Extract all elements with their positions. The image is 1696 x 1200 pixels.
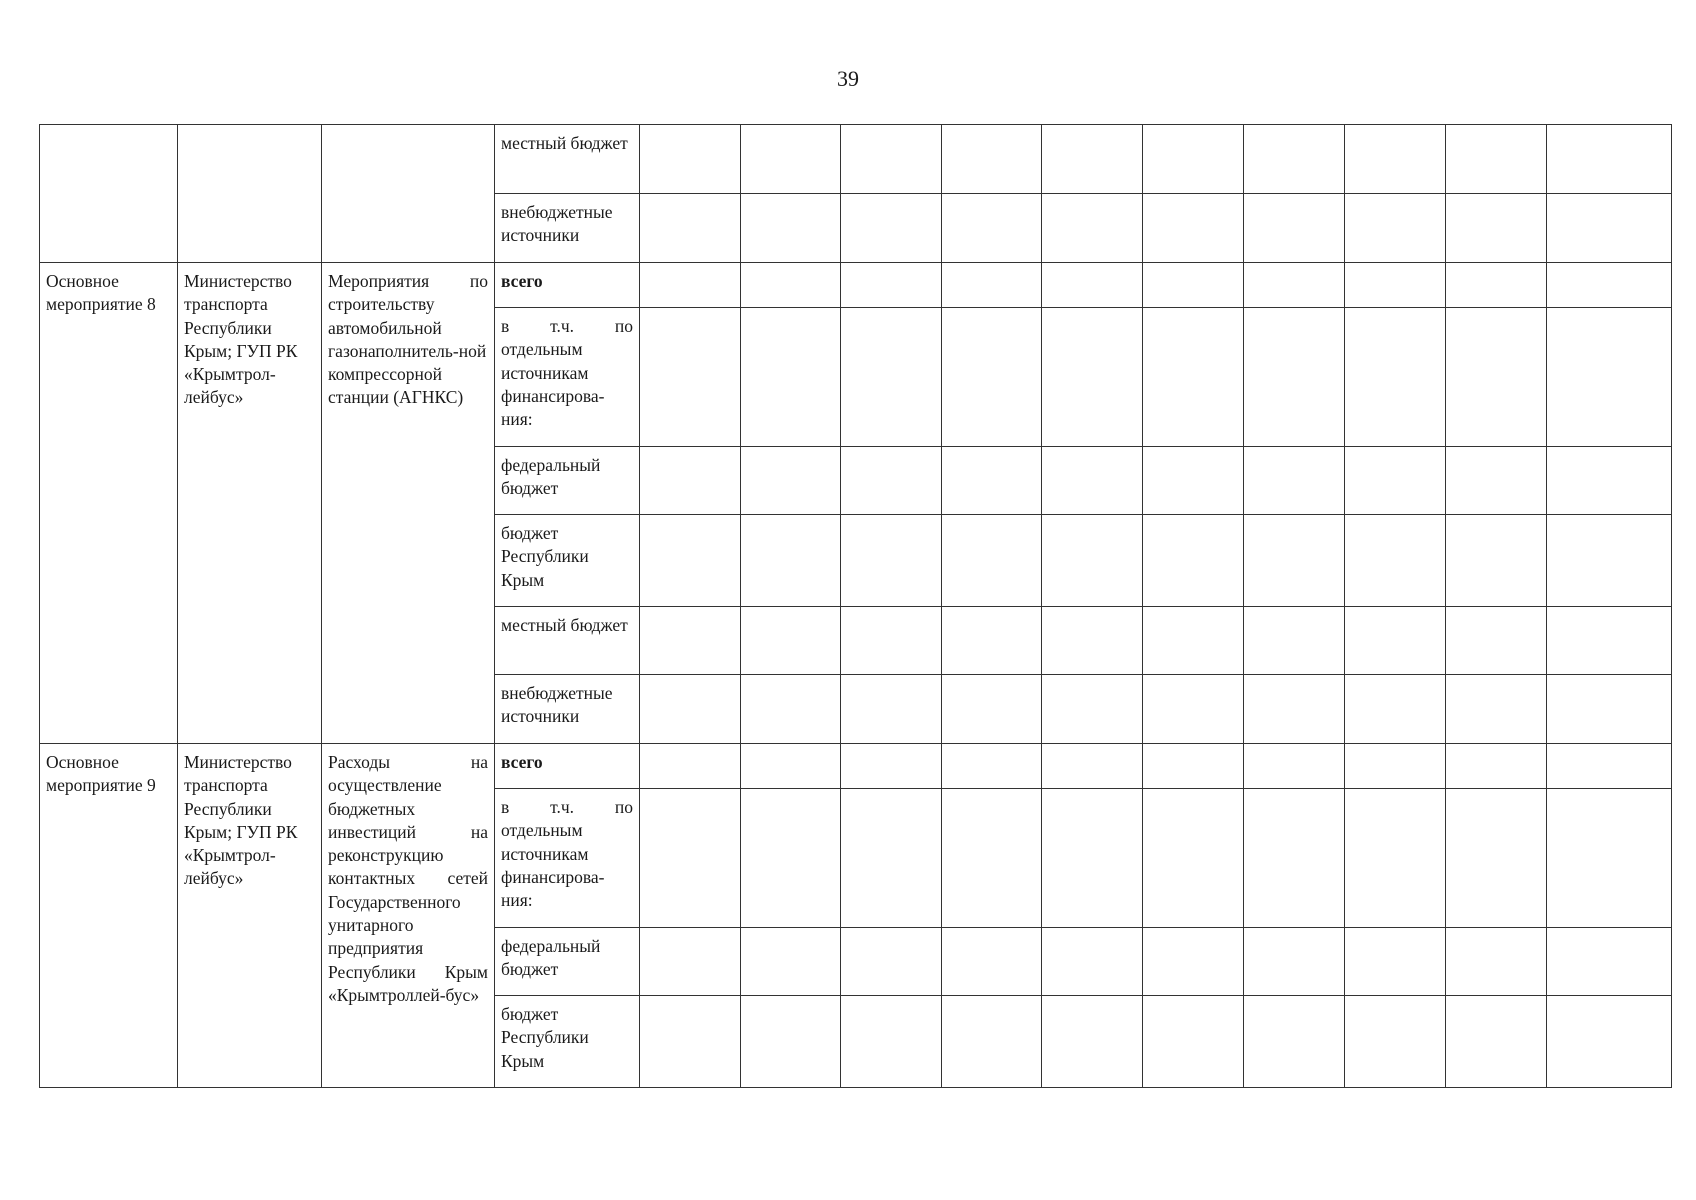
value-cell: [640, 308, 741, 447]
value-cell: [942, 125, 1042, 194]
table-row: [40, 263, 1672, 308]
value-cell: [1446, 308, 1547, 447]
value-cell: [1143, 607, 1244, 675]
page-number: 39: [837, 66, 859, 91]
value-cell: [1042, 194, 1143, 263]
value-cell: [841, 263, 942, 308]
value-cell: [942, 194, 1042, 263]
value-cell: [1244, 515, 1345, 607]
source-local-budget: местный бюджет: [495, 125, 640, 194]
source-federal-budget: федеральный бюджет: [495, 928, 640, 996]
value-cell: [841, 675, 942, 744]
value-cell: [942, 263, 1042, 308]
value-cell: [841, 789, 942, 928]
value-cell: [942, 744, 1042, 789]
value-cell: [741, 996, 841, 1088]
value-cell: [1345, 125, 1446, 194]
value-cell: [1547, 308, 1672, 447]
value-cell: [1143, 996, 1244, 1088]
value-cell: [1244, 789, 1345, 928]
value-cell: [741, 607, 841, 675]
value-cell: [1446, 744, 1547, 789]
value-cell: [741, 263, 841, 308]
value-cell: [1345, 447, 1446, 515]
value-cell: [1143, 447, 1244, 515]
value-cell: [741, 194, 841, 263]
source-federal-budget: федеральный бюджет: [495, 447, 640, 515]
value-cell: [1547, 263, 1672, 308]
value-cell: [1244, 194, 1345, 263]
table-row: [40, 744, 1672, 789]
value-cell: [1345, 996, 1446, 1088]
value-cell: [942, 789, 1042, 928]
value-cell: [1244, 675, 1345, 744]
activity-8-executor: Министерство транспорта Республики Крым; ГУП РК «Крымтрол-лейбус»: [178, 263, 322, 744]
value-cell: [1345, 789, 1446, 928]
value-cell: [942, 607, 1042, 675]
value-cell: [640, 928, 741, 996]
value-cell: [1345, 263, 1446, 308]
value-cell: [741, 744, 841, 789]
value-cell: [1345, 308, 1446, 447]
value-cell: [1446, 194, 1547, 263]
source-including: в т.ч. по отдельным источникам финансирова-ния:: [495, 308, 640, 447]
value-cell: [1446, 928, 1547, 996]
source-offbudget: внебюджетные источники: [495, 675, 640, 744]
value-cell: [741, 928, 841, 996]
value-cell: [1143, 308, 1244, 447]
value-cell: [942, 928, 1042, 996]
value-cell: [1547, 675, 1672, 744]
source-including: в т.ч. по отдельным источникам финансирова-ния:: [495, 789, 640, 928]
value-cell: [1446, 263, 1547, 308]
value-cell: [1345, 928, 1446, 996]
value-cell: [741, 308, 841, 447]
activity-8-label: Основное мероприятие 8: [40, 263, 178, 744]
value-cell: [1143, 675, 1244, 744]
value-cell: [741, 447, 841, 515]
value-cell: [640, 675, 741, 744]
value-cell: [1345, 744, 1446, 789]
value-cell: [1345, 194, 1446, 263]
source-total: всего: [495, 263, 640, 308]
value-cell: [841, 194, 942, 263]
source-offbudget: внебюджетные источники: [495, 194, 640, 263]
value-cell: [1547, 607, 1672, 675]
value-cell: [1244, 263, 1345, 308]
value-cell: [1143, 125, 1244, 194]
value-cell: [1446, 125, 1547, 194]
value-cell: [1143, 928, 1244, 996]
executor-cell: [178, 125, 322, 263]
value-cell: [942, 447, 1042, 515]
value-cell: [1042, 515, 1143, 607]
value-cell: [1446, 789, 1547, 928]
value-cell: [1244, 996, 1345, 1088]
value-cell: [1143, 789, 1244, 928]
source-republic-budget: бюджет Республики Крым: [495, 996, 640, 1088]
value-cell: [1244, 607, 1345, 675]
value-cell: [1042, 607, 1143, 675]
value-cell: [1244, 928, 1345, 996]
value-cell: [741, 675, 841, 744]
value-cell: [1042, 928, 1143, 996]
value-cell: [1446, 996, 1547, 1088]
value-cell: [1345, 675, 1446, 744]
value-cell: [640, 263, 741, 308]
activity-9-label: Основное мероприятие 9: [40, 744, 178, 1088]
value-cell: [1345, 515, 1446, 607]
value-cell: [1446, 447, 1547, 515]
source-local-budget: местный бюджет: [495, 607, 640, 675]
source-republic-budget: бюджет Республики Крым: [495, 515, 640, 607]
value-cell: [841, 125, 942, 194]
value-cell: [640, 515, 741, 607]
value-cell: [741, 125, 841, 194]
value-cell: [640, 125, 741, 194]
value-cell: [1446, 675, 1547, 744]
value-cell: [1547, 515, 1672, 607]
value-cell: [841, 996, 942, 1088]
value-cell: [841, 308, 942, 447]
activity-9-executor: Министерство транспорта Республики Крым; ГУП РК «Крымтрол-лейбус»: [178, 744, 322, 1088]
financing-table: [39, 124, 1672, 1088]
value-cell: [942, 515, 1042, 607]
activity-cell: [40, 125, 178, 263]
value-cell: [841, 744, 942, 789]
value-cell: [1547, 194, 1672, 263]
activity-9-description: Расходы на осуществление бюджетных инвестиций на реконструкцию контактных сетей Государственного унитарного предприятия Республики Крым «Крымтроллей-бус»: [322, 744, 495, 1088]
value-cell: [841, 607, 942, 675]
activity-8-description: Мероприятия по строительству автомобильной газонаполнитель-ной компрессорной станции (АГНКС): [322, 263, 495, 744]
value-cell: [1547, 125, 1672, 194]
description-cell: [322, 125, 495, 263]
value-cell: [1244, 744, 1345, 789]
value-cell: [1143, 194, 1244, 263]
value-cell: [1547, 928, 1672, 996]
value-cell: [942, 675, 1042, 744]
value-cell: [640, 744, 741, 789]
value-cell: [1547, 996, 1672, 1088]
value-cell: [942, 996, 1042, 1088]
value-cell: [1547, 744, 1672, 789]
value-cell: [1446, 515, 1547, 607]
value-cell: [1143, 263, 1244, 308]
value-cell: [1042, 996, 1143, 1088]
value-cell: [1547, 789, 1672, 928]
source-total: всего: [495, 744, 640, 789]
value-cell: [1547, 447, 1672, 515]
value-cell: [1042, 308, 1143, 447]
value-cell: [1244, 447, 1345, 515]
value-cell: [942, 308, 1042, 447]
value-cell: [841, 928, 942, 996]
value-cell: [640, 789, 741, 928]
value-cell: [841, 515, 942, 607]
value-cell: [1042, 789, 1143, 928]
value-cell: [1042, 744, 1143, 789]
value-cell: [640, 996, 741, 1088]
value-cell: [1143, 515, 1244, 607]
value-cell: [1345, 607, 1446, 675]
value-cell: [1042, 447, 1143, 515]
value-cell: [741, 515, 841, 607]
value-cell: [1446, 607, 1547, 675]
value-cell: [841, 447, 942, 515]
value-cell: [741, 789, 841, 928]
value-cell: [1244, 125, 1345, 194]
value-cell: [1042, 263, 1143, 308]
value-cell: [640, 607, 741, 675]
table-row: [40, 125, 1672, 194]
value-cell: [1042, 675, 1143, 744]
value-cell: [1244, 308, 1345, 447]
value-cell: [1042, 125, 1143, 194]
value-cell: [1143, 744, 1244, 789]
value-cell: [640, 194, 741, 263]
value-cell: [640, 447, 741, 515]
